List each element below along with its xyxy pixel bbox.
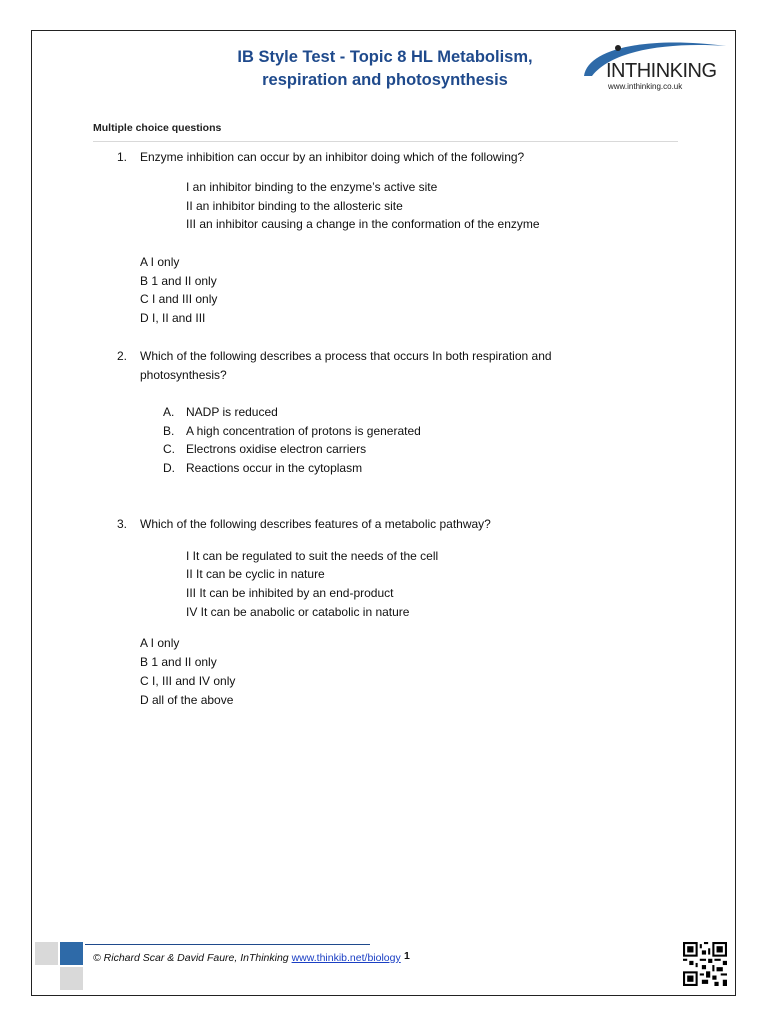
- footer-copyright-text: © Richard Scar & David Faure, InThinking: [93, 952, 292, 964]
- q2-option-c: Electrons oxidise electron carriers: [186, 442, 367, 456]
- q3-option-c: C I, III and IV only: [140, 674, 236, 688]
- q1-statement-2: II an inhibitor binding to the allosteric site: [186, 199, 403, 213]
- q2-option-b: A high concentration of protons is generated: [186, 424, 421, 438]
- q2-letter-a: A.: [163, 405, 175, 419]
- page-title: [180, 46, 590, 92]
- q2-letter-d: D.: [163, 461, 175, 475]
- q1-option-a: A I only: [140, 255, 180, 269]
- q2-option-d: Reactions occur in the cytoplasm: [186, 461, 363, 475]
- logo-text: INTHINKING: [606, 60, 717, 82]
- q3-statement-3: III It can be inhibited by an end-product: [186, 586, 394, 600]
- footer-link[interactable]: www.thinkib.net/biology: [291, 952, 401, 964]
- q2-letter-b: B.: [163, 424, 175, 438]
- q3-option-b: B 1 and II only: [140, 655, 217, 669]
- q3-statement-4: IV It can be anabolic or catabolic in nature: [186, 605, 410, 619]
- q1-option-c: C I and III only: [140, 292, 218, 306]
- q3-statement-1: I It can be regulated to suit the needs of the cell: [186, 549, 439, 563]
- q3-option-d: D all of the above: [140, 693, 234, 707]
- q2-number: 2.: [117, 349, 128, 363]
- q1-text: Enzyme inhibition can occur by an inhibitor doing which of the following?: [140, 150, 525, 164]
- footer-square-light: [60, 967, 83, 990]
- page-number: 1: [404, 950, 410, 962]
- inthinking-logo: [578, 36, 728, 96]
- q1-option-b: B 1 and II only: [140, 274, 217, 288]
- q3-number: 3.: [117, 517, 128, 531]
- section-divider: [93, 141, 678, 142]
- q1-number: 1.: [117, 150, 128, 164]
- section-label: Multiple choice questions: [93, 122, 222, 134]
- footer-square-light: [35, 942, 58, 965]
- q1-option-d: D I, II and III: [140, 311, 206, 325]
- q3-option-a: A I only: [140, 636, 180, 650]
- page-frame: [31, 30, 736, 996]
- q2-letter-c: C.: [163, 442, 175, 456]
- q2-text-line-1: Which of the following describes a process that occurs In both respiration and: [140, 349, 552, 363]
- title-line-1: IB Style Test - Topic 8 HL Metabolism,: [237, 48, 533, 66]
- qr-code-icon: [683, 942, 727, 986]
- q2-option-a: NADP is reduced: [186, 405, 278, 419]
- logo-url: www.inthinking.co.uk: [608, 82, 683, 91]
- footer-square-dark: [60, 942, 83, 965]
- q1-statement-3: III an inhibitor causing a change in the conformation of the enzyme: [186, 217, 540, 231]
- q1-statement-1: I an inhibitor binding to the enzyme’s active site: [186, 180, 438, 194]
- title-line-2: respiration and photosynthesis: [262, 71, 508, 89]
- footer-copyright: [93, 952, 401, 964]
- q3-statement-2: II It can be cyclic in nature: [186, 567, 325, 581]
- q2-text-line-2: photosynthesis?: [140, 368, 227, 382]
- q3-text: Which of the following describes features of a metabolic pathway?: [140, 517, 491, 531]
- footer-divider: [85, 944, 370, 945]
